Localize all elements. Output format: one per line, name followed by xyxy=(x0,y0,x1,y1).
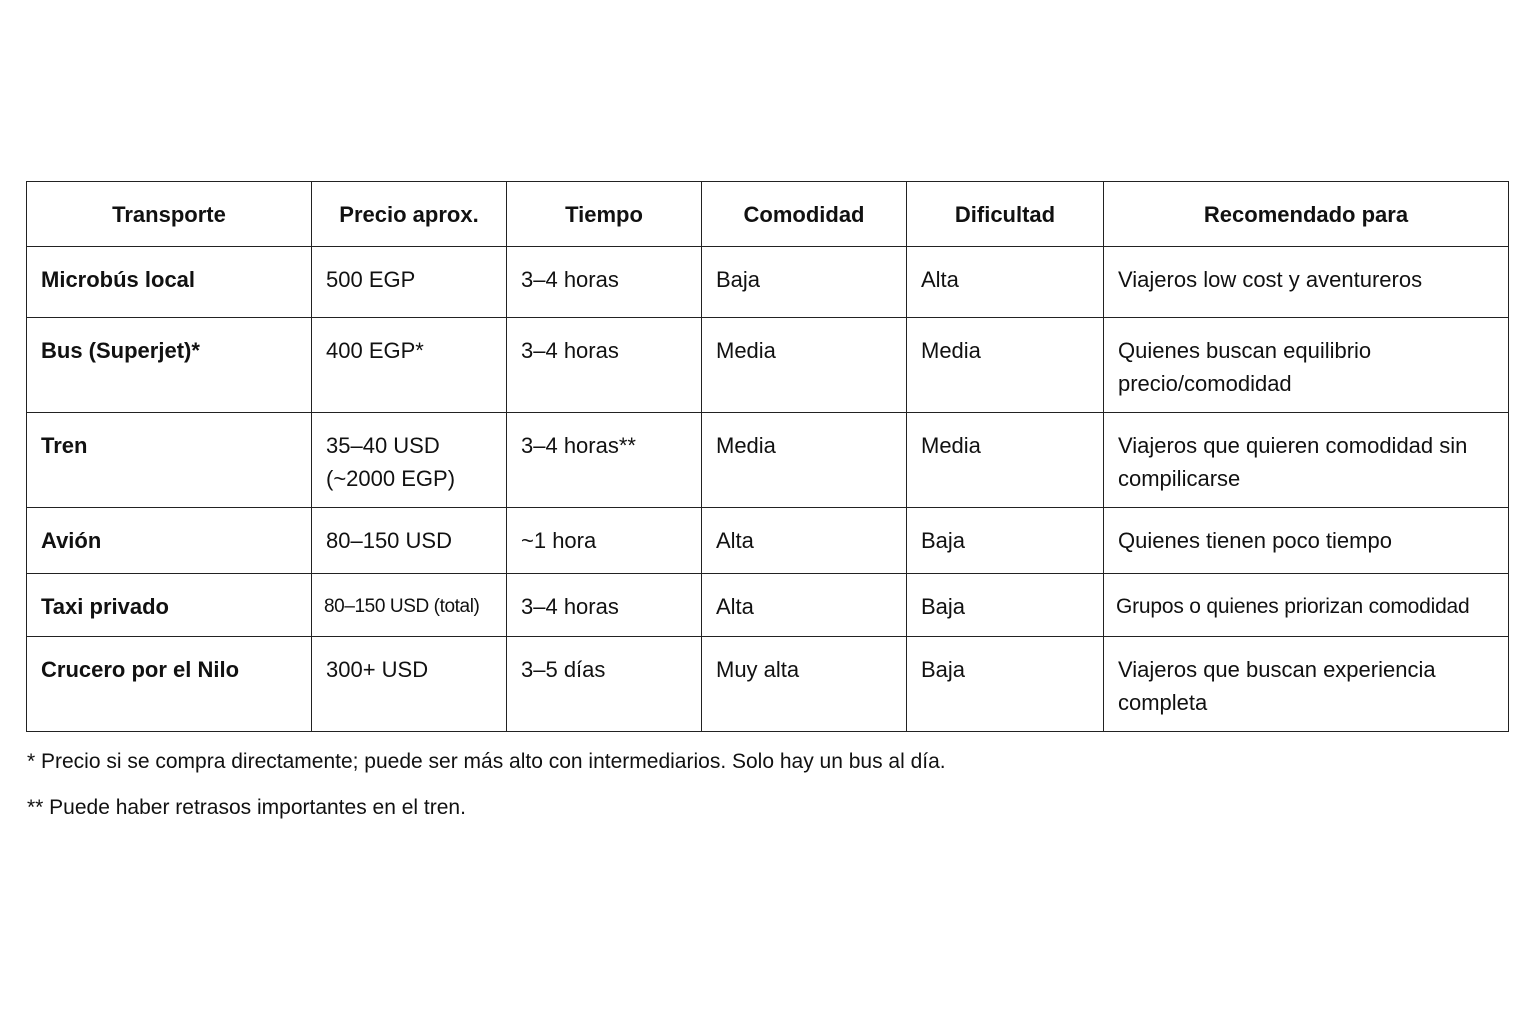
header-precio: Precio aprox. xyxy=(312,182,507,247)
cell-comodidad: Media xyxy=(702,318,907,413)
cell-transporte: Microbús local xyxy=(27,247,312,318)
cell-dificultad: Baja xyxy=(907,574,1104,637)
cell-precio: 400 EGP* xyxy=(312,318,507,413)
cell-precio: 80–150 USD xyxy=(312,508,507,574)
cell-dificultad: Media xyxy=(907,318,1104,413)
cell-transporte: Taxi privado xyxy=(27,574,312,637)
cell-precio: 35–40 USD (~2000 EGP) xyxy=(312,413,507,508)
cell-comodidad: Alta xyxy=(702,574,907,637)
cell-dificultad: Baja xyxy=(907,508,1104,574)
footnote-bus-price: * Precio si se compra directamente; puede ser más alto con intermediarios. Solo hay un bus al día. xyxy=(27,750,946,773)
table-row xyxy=(27,637,1509,732)
cell-dificultad: Baja xyxy=(907,637,1104,732)
cell-recomendado: Viajeros que quieren comodidad sin compilicarse xyxy=(1104,413,1509,508)
cell-transporte: Avión xyxy=(27,508,312,574)
cell-comodidad: Media xyxy=(702,413,907,508)
cell-dificultad: Media xyxy=(907,413,1104,508)
cell-precio: 80–150 USD (total) xyxy=(312,574,507,637)
cell-transporte: Bus (Superjet)* xyxy=(27,318,312,413)
header-transporte: Transporte xyxy=(27,182,312,247)
table-row xyxy=(27,413,1509,508)
cell-precio: 300+ USD xyxy=(312,637,507,732)
cell-comodidad: Muy alta xyxy=(702,637,907,732)
cell-recomendado: Quienes buscan equilibrio precio/comodidad xyxy=(1104,318,1509,413)
cell-tiempo: 3–4 horas xyxy=(507,247,702,318)
transport-comparison-table xyxy=(26,181,1509,732)
header-comodidad: Comodidad xyxy=(702,182,907,247)
header-recomendado: Recomendado para xyxy=(1104,182,1509,247)
table-header-row xyxy=(27,182,1509,247)
footnote-train-delays: ** Puede haber retrasos importantes en el tren. xyxy=(27,796,466,819)
header-dificultad: Dificultad xyxy=(907,182,1104,247)
cell-tiempo: 3–4 horas xyxy=(507,318,702,413)
cell-tiempo: 3–4 horas** xyxy=(507,413,702,508)
cell-dificultad: Alta xyxy=(907,247,1104,318)
cell-recomendado: Grupos o quienes priorizan comodidad xyxy=(1104,574,1509,637)
table-row xyxy=(27,508,1509,574)
cell-recomendado: Quienes tienen poco tiempo xyxy=(1104,508,1509,574)
table-row xyxy=(27,574,1509,637)
cell-recomendado: Viajeros low cost y aventureros xyxy=(1104,247,1509,318)
cell-transporte: Crucero por el Nilo xyxy=(27,637,312,732)
table-row xyxy=(27,247,1509,318)
cell-precio: 500 EGP xyxy=(312,247,507,318)
cell-recomendado: Viajeros que buscan experiencia completa xyxy=(1104,637,1509,732)
cell-transporte: Tren xyxy=(27,413,312,508)
header-tiempo: Tiempo xyxy=(507,182,702,247)
cell-tiempo: 3–4 horas xyxy=(507,574,702,637)
cell-tiempo: 3–5 días xyxy=(507,637,702,732)
cell-tiempo: ~1 hora xyxy=(507,508,702,574)
cell-comodidad: Alta xyxy=(702,508,907,574)
table-row xyxy=(27,318,1509,413)
cell-comodidad: Baja xyxy=(702,247,907,318)
